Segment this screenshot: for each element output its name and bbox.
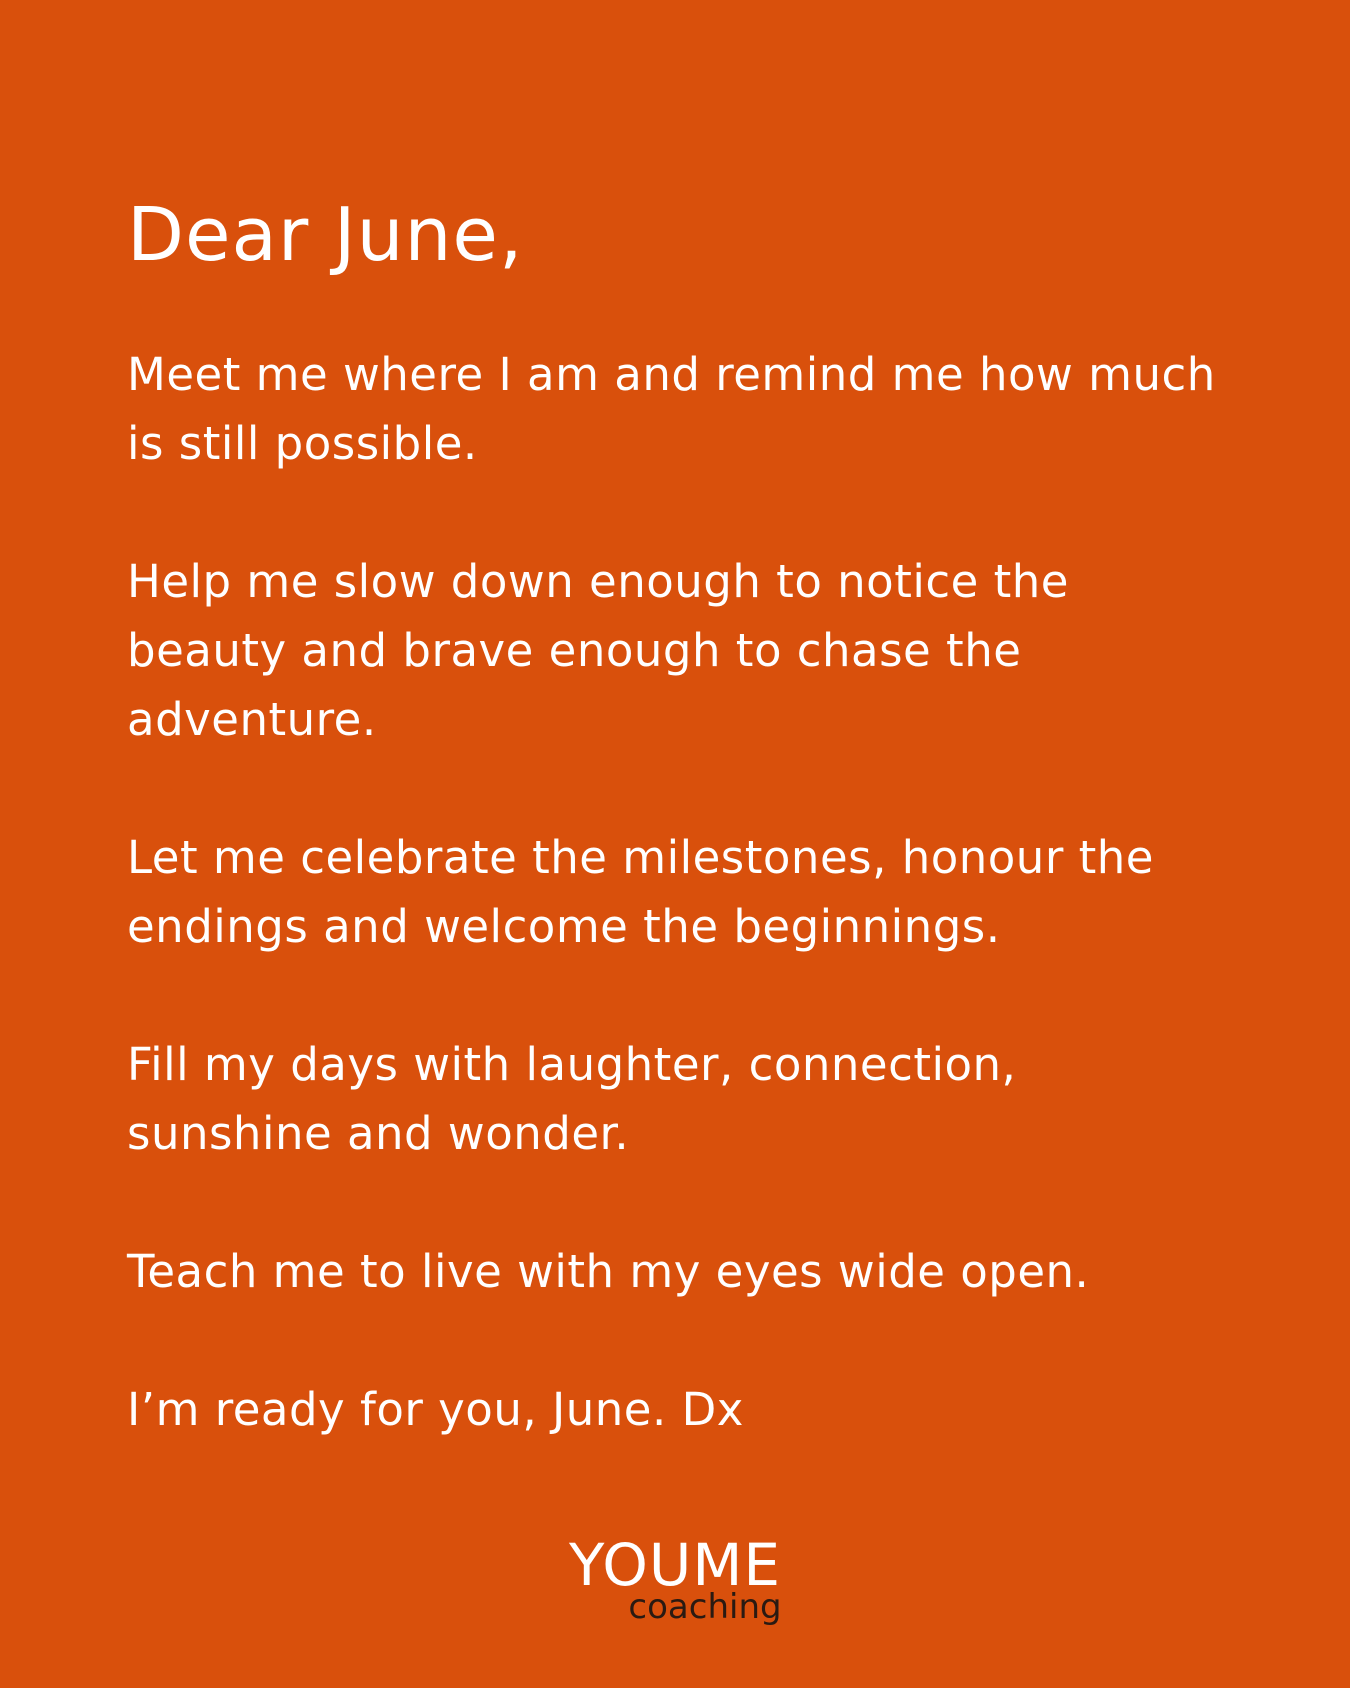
sign-off: I’m ready for you, June. Dx — [127, 1383, 744, 1436]
brand-logo — [0, 1531, 1350, 1627]
salutation: Dear June, — [127, 192, 524, 278]
paragraph-2: Help me slow down enough to notice the beauty and brave enough to chase the adventure. — [127, 555, 1069, 746]
paragraph-5: Teach me to live with my eyes wide open. — [127, 1245, 1090, 1298]
letter-body — [127, 190, 1227, 1444]
paragraph-4: Fill my days with laughter, connection, sunshine and wonder. — [127, 1038, 1017, 1160]
paragraph-3: Let me celebrate the milestones, honour the endings and welcome the beginnings. — [127, 831, 1154, 953]
brand-subtitle: coaching — [628, 1587, 782, 1627]
brand-wordmark: YOUME — [568, 1531, 782, 1599]
paragraph-1: Meet me where I am and remind me how much is still possible. — [127, 348, 1216, 470]
